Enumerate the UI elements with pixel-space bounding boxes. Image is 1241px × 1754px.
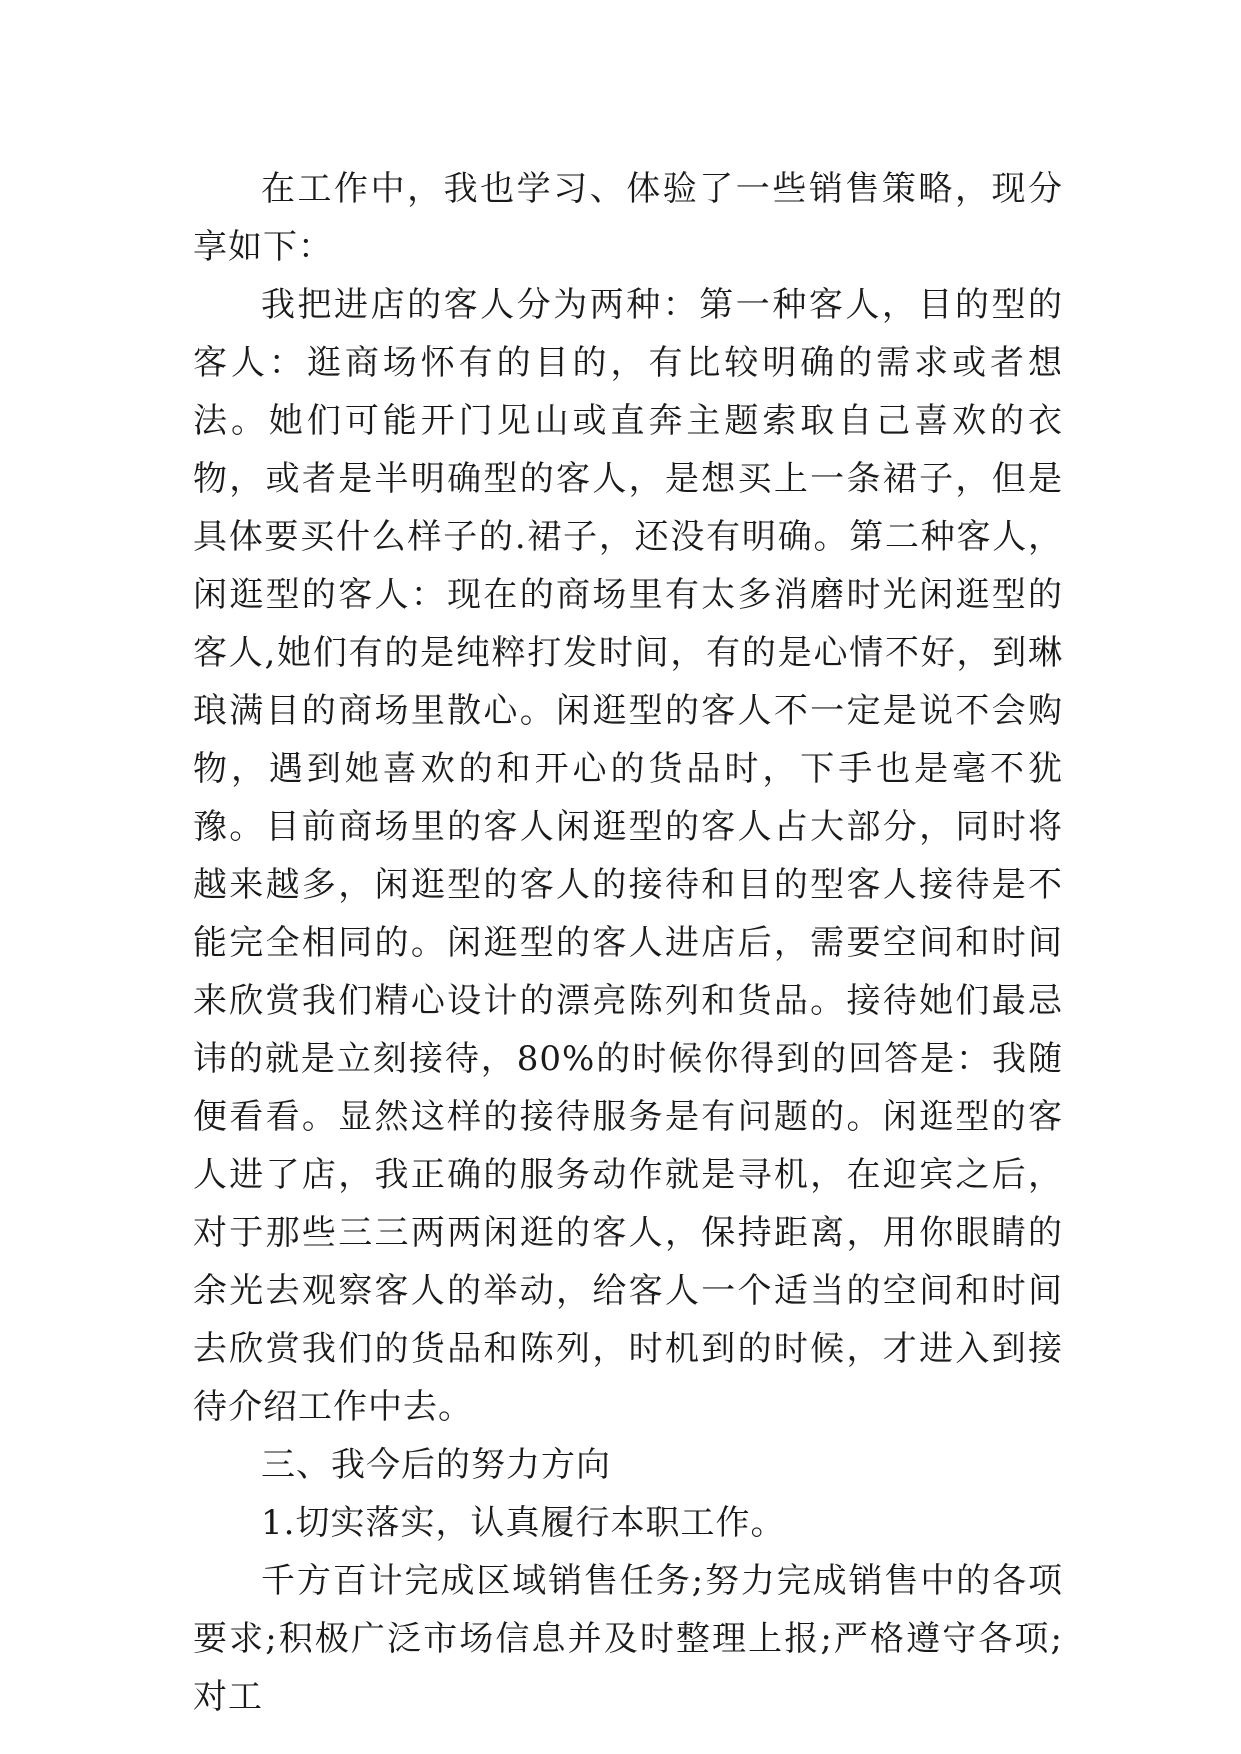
paragraph-customer-types: 我把进店的客人分为两种：第一种客人，目的型的客人：逛商场怀有的目的，有比较明确的需求或者想法。她们可能开门见山或直奔主题索取自己喜欢的衣物，或者是半明确型的客人，是想买上一条裙子，但是具体要买什么样子的.裙子，还没有明确。第二种客人，闲逛型的客人：现在的商场里有太多消磨时光闲逛型的客人,她们有的是纯粹打发时间，有的是心情不好，到琳琅满目的商场里散心。闲逛型的客人不一定是说不会购物，遇到她喜欢的和开心的货品时，下手也是毫不犹豫。目前商场里的客人闲逛型的客人占大部分，同时将越来越多，闲逛型的客人的接待和目的型客人接待是不能完全相同的。闲逛型的客人进店后，需要空间和时间来欣赏我们精心设计的漂亮陈列和货品。接待她们最忌讳的就是立刻接待，80%的时候你得到的回答是：我随便看看。显然这样的接待服务是有问题的。闲逛型的客人进了店，我正确的服务动作就是寻机，在迎宾之后，对于那些三三两两闲逛的客人，保持距离，用你眼睛的余光去观察客人的举动，给客人一个适当的空间和时间去欣赏我们的货品和陈列，时机到的时候，才进入到接待介绍工作中去。 bbox=[193, 285, 1063, 1427]
paragraph-sales-tasks: 千方百计完成区域销售任务;努力完成销售中的各项要求;积极广泛市场信息并及时整理上报;严格遵守各项;对工 bbox=[193, 1561, 1063, 1717]
document-body bbox=[193, 160, 1063, 1726]
list-item-fulfill-duties: 1.切实落实，认真履行本职工作。 bbox=[261, 1503, 786, 1543]
paragraph-sales-strategy-intro: 在工作中，我也学习、体验了一些销售策略，现分享如下： bbox=[193, 169, 1063, 267]
section-heading-future-direction: 三、我今后的努力方向 bbox=[261, 1445, 611, 1485]
